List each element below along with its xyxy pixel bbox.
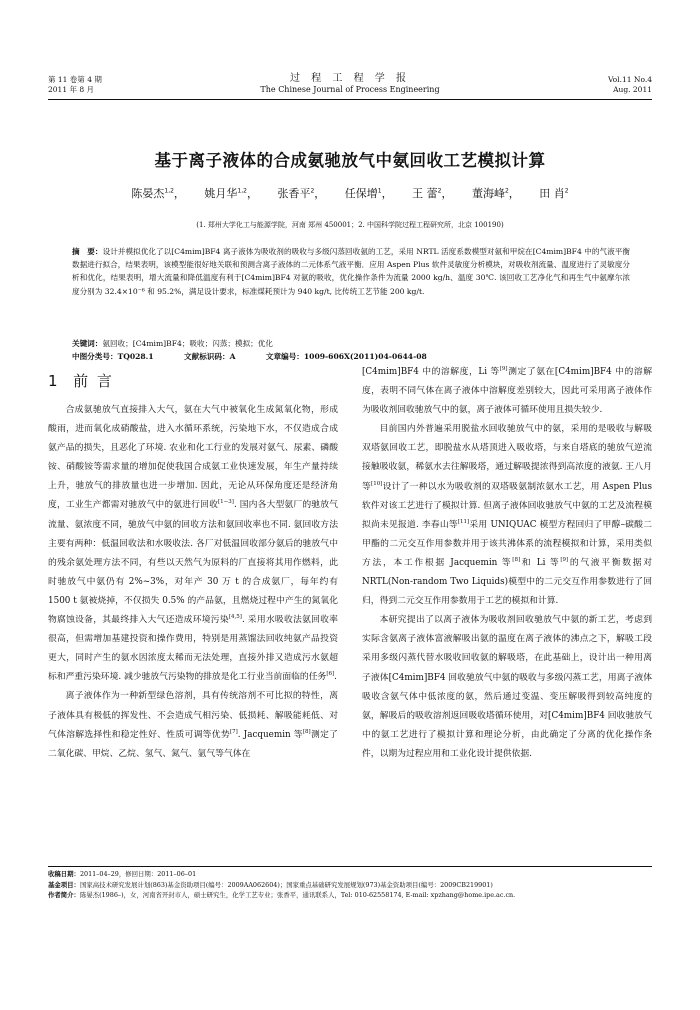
paragraph: 本研究提出了以离子液体为吸收剂回收驰放气中氨的新工艺，考虑到实际含氨离子液体富液解吸出氨的温度在离子液体的沸点之下，解吸工段采用多级闪蒸代替水吸收回收氨的解吸塔，在此基础上，设计出一种用离子液体[C4mim]BF4 回收驰放气中氨的吸收与多级闪蒸工艺，用离子液体吸收含氨气体中低浓度的氨，然后通过变温、变压解吸得到较高纯度的氨，解吸后的吸收溶剂返回吸收塔循环使用，对[C4mim]BF4 回收驰放气中的氨工艺进行了模拟计算和理论分析，由此确定了分离的优化操作条件，以期为过程应用和工业化设计提供依据. (362, 615, 652, 759)
clc-number: 中图分类号：TQ028.1 (72, 352, 154, 361)
author-list (40, 185, 660, 201)
journal-name-cn: 过 程 工 程 学 报 (290, 73, 410, 84)
paper-title: 基于离子液体的合成氨驰放气中氨回收工艺模拟计算 (154, 151, 546, 170)
citation: [7] (229, 728, 238, 735)
paragraph: 离子液体作为一种新型绿色溶剂，具有传统溶剂不可比拟的特性，离子液体具有极低的挥发性、不会造成气相污染、低损耗、解吸能耗低、对气体溶解选择性和稳定性好、性质可调等优势[7]. Jacquemin 等[8]测定了二氧化碳、甲烷、乙烷、氢气、氮气、氩气等气体在 (48, 691, 338, 759)
date-en: Aug. 2011 (613, 85, 652, 94)
abstract-text: 设计并模拟优化了以[C4mim]BF4 离子液体为吸收剂的吸收与多级闪蒸回收氨的工艺，采用 NRTL 活度系数模型对氨和甲烷在[C4mim]BF4 中的气液平衡数据进行拟合，结果表明，该模型能很好地关联和预测含离子液体的二元体系气液平衡．应用 Aspen Plus 软件灵敏度分析模块，对吸收剂流量、温度进行了灵敏度分析和优化，结果表明，增大流量和降低温度有利于[C4mim]BF4 对氨的吸收，优化操作条件为流量 2000 kg/h、温度 30℃. 该回收工艺净化气和再生气中氨摩尔浓度分别为 32.4×10⁻⁶ 和 95.2%，满足设计要求，标准煤耗预计为 940 kg/t, 比传统工艺节能 200 kg/t. (72, 247, 631, 296)
affiliation: (1. 郑州大学化工与能源学院，河南 郑州 450001；2. 中国科学院过程工程研究所，北京 100190) (196, 221, 504, 229)
header-rule (48, 99, 652, 100)
author: 姚月华$^{1,2}$， (204, 187, 258, 200)
fund-info: 基金项目：国家高技术研究发展计划(863)基金资助项目(编号：2009AA062604)；国家重点基础研究发展规划(973)基金资助项目(编号：2009CB219901) (48, 880, 493, 889)
section-number: 1 (48, 372, 60, 390)
body-column-left (48, 401, 338, 764)
volume-en: Vol.11 No.4 (607, 75, 652, 84)
citation: [9] (560, 557, 569, 564)
date-cn: 2011 年 8 月 (48, 85, 95, 94)
author: 董海峰$^2$， (471, 187, 520, 200)
keywords-label: 关键词： (72, 339, 103, 348)
citation: [9] (499, 366, 508, 373)
paragraph: 目前国内外普遍采用脱盐水回收驰放气中的氨，采用的是吸收与解吸双塔氨回收工艺，即脱盐水从塔顶进入吸收塔，与来自塔底的驰放气逆流接触吸收氨，稀氨水去往解吸塔，通过解吸提浓得到高浓度的液氨. 王八月等[10]设计了一种以水为吸收剂的双塔吸氨制浓氨水工艺，用 Aspen Plus 软件对该工艺进行了模拟计算. 但离子液体回收驰放气中氨的工艺及流程模拟尚未见报道. 李春山等[11]采用 UNIQUAC 模型方程回归了甲醇–碳酸二甲酯的二元交互作用参数并用于该共沸体系的流程模拟和计算，采用类似方法，本工作根据 Jacquemin 等[8]和 Li 等[9]的气液平衡数据对 NRTL(Non-random Two Liquids)模型中的二元交互作用参数进行了回归，得到二元交互作用参数用于工艺的模拟和计算. (362, 424, 652, 607)
section-heading (48, 370, 114, 391)
section-title: 前 言 (73, 372, 114, 390)
paragraph: 合成氨驰放气直接排入大气，氨在大气中被氧化生成氮氧化物，形成酸雨，进而氧化成硝酸盐，进入水循环系统，污染地下水，不仅造成合成氨产品的损失，且恶化了环境. 农业和化工行业的发展对氨气、尿素、磷酸铵、硝酸铵等需求量的增加促使我国合成氨工业快速发展，年生产量持续上升，驰放气的排放量也进一步增加. 因此，无论从环保角度还是经济角度，工业生产都需对驰放气中的氨进行回收[1−3]. 国内各大型氨厂的驰放气流量、氨浓度不同，驰放气中氨的回收方法和氨回收率也不同. 氨回收方法主要有两种：低温回收法和水吸收法. 各厂对低温回收部分氨后的驰放气中的残余氨处理方法不同，有些以天然气为原料的厂直接将其用作燃料，此时驰放气中氨仍有 2%~3%，对年产 30 万 t 的合成氨厂，每年约有 1500 t 氨被烧掉，不仅损失 0.5% 的产品氨，且燃烧过程中产生的氮氧化物腐蚀设备，其最终排入大气还造成环境污染[4,5]. 采用水吸收法氨回收率很高，但需增加基建投资和操作费用，特别是用蒸馏法回收纯氨产品投资更大，同时产生的氨水因浓度太稀而无法处理，直接外排又造成污水氨超标和严重污染环境. 减少驰放气污染物的排放是化工行业当前面临的任务[6]. (48, 405, 338, 683)
author: 张香平$^2$， (277, 187, 326, 200)
citation: [8] (512, 557, 521, 564)
volume-cn: 第 11 卷第 4 期 (48, 75, 102, 84)
paragraph: [C4mim]BF4 中的溶解度，Li 等[9]测定了氨在[C4mim]BF4 中的溶解度，表明不同气体在离子液体中溶解度差别较大，因此可采用离子液体作为吸收剂回收驰放气中的氨，离子液体可循环使用且损失较少. (362, 366, 652, 416)
citation: [11] (457, 518, 470, 525)
author: 陈晏杰$^{1,2}$， (131, 187, 185, 200)
abstract-label: 摘 要： (72, 247, 103, 256)
author: 任保增$^1$， (344, 187, 393, 200)
footnote (48, 869, 668, 901)
classification-line (72, 350, 630, 363)
article-number: 文章编号：1009-606X(2011)04-0644-08 (265, 352, 427, 361)
author: 田 肖$^2$ (539, 187, 569, 200)
abstract (72, 245, 630, 298)
received-date: 收稿日期：2011–04–29，修回日期：2011–06–01 (48, 870, 197, 878)
citation: [8] (302, 728, 311, 735)
citation: [4,5] (228, 614, 242, 621)
citation: [10] (371, 480, 383, 487)
author: 王 蕾$^2$， (412, 187, 453, 200)
document-code: 文献标识码：A (184, 352, 236, 361)
keywords-text: 氨回收；[C4mim]BF4；吸收；闪蒸；模拟；优化 (102, 339, 273, 348)
body-column-right (362, 363, 652, 764)
keywords (72, 337, 630, 350)
citation: [1−3] (218, 499, 234, 506)
running-header-left (48, 75, 102, 95)
citation: [6] (326, 671, 335, 678)
author-bio: 作者简介：陈晏杰(1986–)，女，河南省开封市人，硕士研究生，化学工艺专业；张香平，通讯联系人，Tel: 010-62558174, E-mail: xpzhang@home.ipe.ac.cn. (48, 891, 516, 899)
running-header-center (200, 73, 500, 95)
journal-name-en: The Chinese Journal of Process Engineering (260, 85, 440, 94)
footnote-rule (48, 866, 652, 867)
running-header-right (608, 75, 652, 95)
